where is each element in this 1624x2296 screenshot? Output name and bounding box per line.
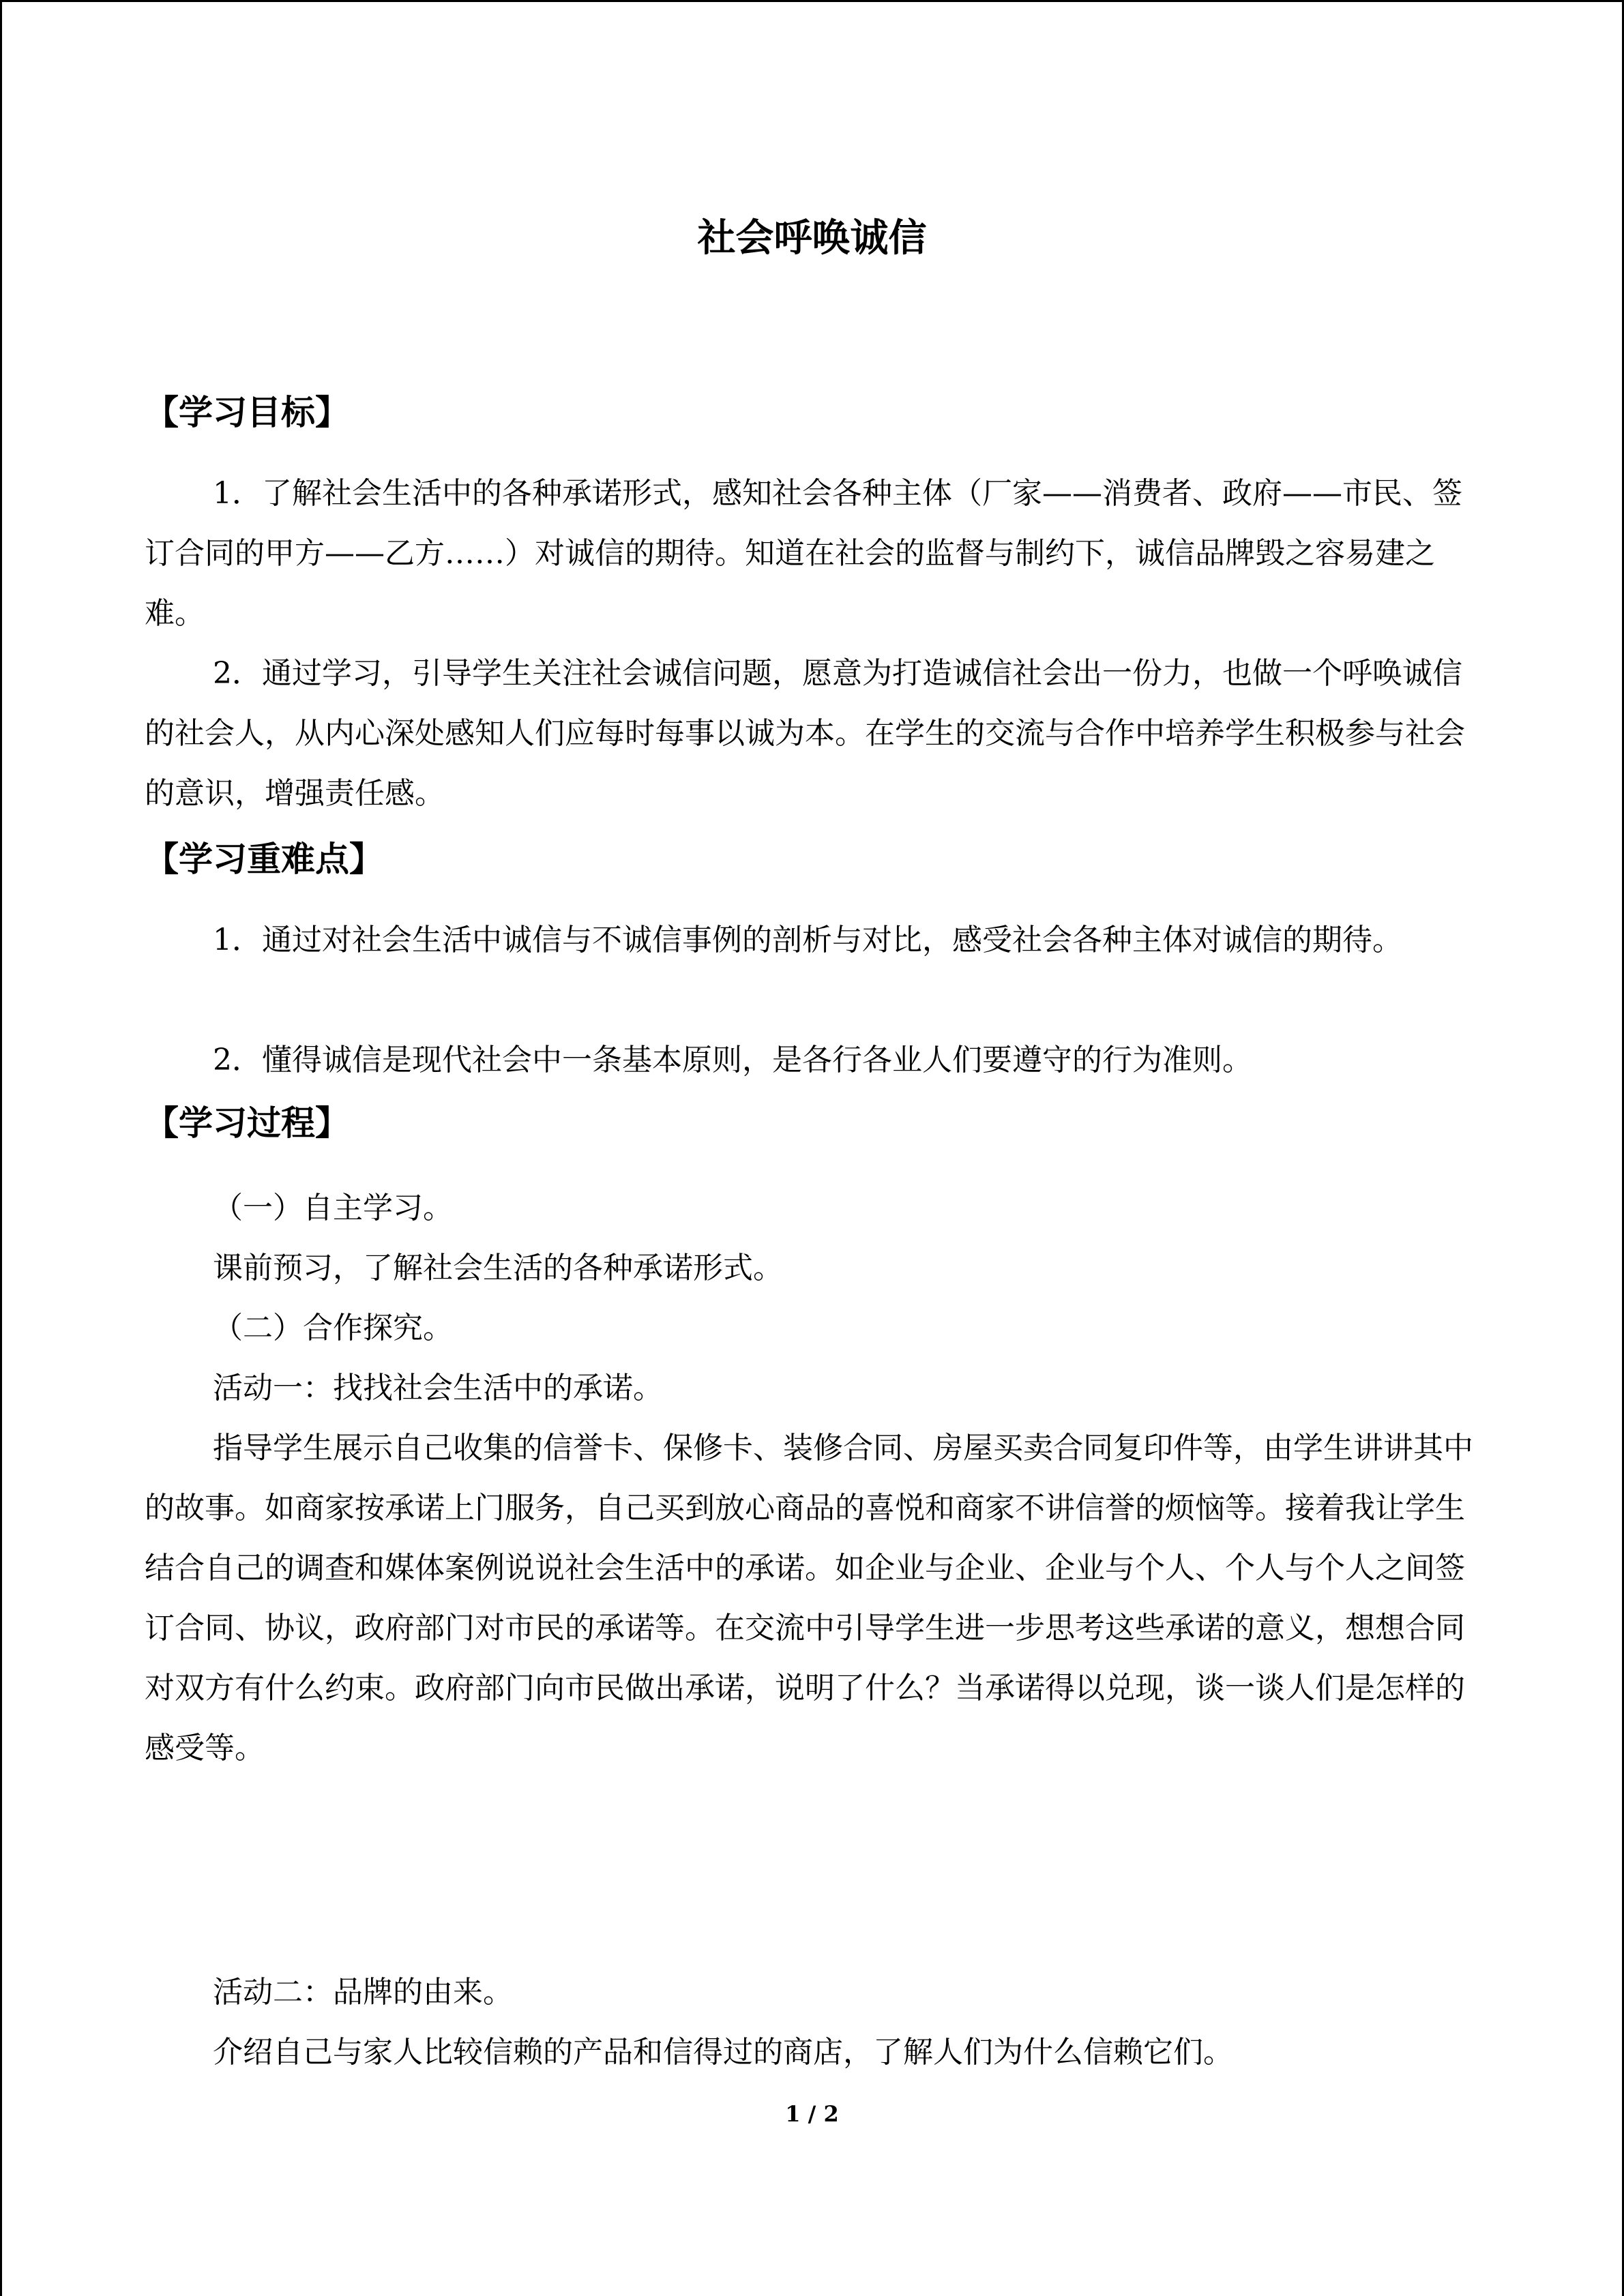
activity1-title: 活动一：找找社会生活中的承诺。 bbox=[213, 1371, 663, 1405]
activity2-body: 介绍自己与家人比较信赖的产品和信得过的商店，了解人们为什么信赖它们。 bbox=[213, 2035, 1233, 2070]
activity1-body: 指导学生展示自己收集的信誉卡、保修卡、装修合同、房屋买卖合同复印件等，由学生讲讲其中的故事。如商家按承诺上门服务，自己买到放心商品的喜悦和商家不讲信誉的烦恼等。接着我让学生结合自己的调查和媒体案例说说社会生活中的承诺。如企业与企业、企业与个人、个人与个人之间签订合同、协议，政府部门对市民的承诺等。在交流中引导学生进一步思考这些承诺的意义，想想合同对双方有什么约束。政府部门向市民做出承诺，说明了什么？当承诺得以兑现，谈一谈人们是怎样的感受等。 bbox=[145, 1431, 1473, 1765]
process-cooperation: （二）合作探究。 bbox=[213, 1311, 453, 1345]
page-number: 1 / 2 bbox=[785, 2101, 839, 2127]
key-point-item-2: 2．懂得诚信是现代社会中一条基本原则，是各行各业人们要遵守的行为准则。 bbox=[213, 1043, 1252, 1077]
heading-process: 【学习过程】 bbox=[145, 1103, 349, 1143]
key-point-item-1: 1．通过对社会生活中诚信与不诚信事例的剖析与对比，感受社会各种主体对诚信的期待。 bbox=[213, 923, 1402, 957]
objective-item-2: 2．通过学习，引导学生关注社会诚信问题，愿意为打造诚信社会出一份力，也做一个呼唤诚信的社会人，从内心深处感知人们应每时每事以诚为本。在学生的交流与合作中培养学生积极参与社会的意识，增强责任感。 bbox=[145, 656, 1465, 811]
page-border-top bbox=[0, 0, 1624, 2]
heading-objectives: 【学习目标】 bbox=[145, 393, 349, 432]
page-border-left bbox=[0, 0, 2, 2296]
objective-item-1: 1．了解社会生活中的各种承诺形式，感知社会各种主体（厂家——消费者、政府——市民、签订合同的甲方——乙方……）对诚信的期待。知道在社会的监督与制约下，诚信品牌毁之容易建之难。 bbox=[145, 476, 1462, 631]
process-self-study: （一）自主学习。 bbox=[213, 1191, 453, 1225]
process-preview: 课前预习，了解社会生活的各种承诺形式。 bbox=[213, 1251, 783, 1285]
heading-key-points: 【学习重难点】 bbox=[145, 839, 383, 879]
page-title: 社会呼唤诚信 bbox=[697, 216, 927, 260]
activity2-title: 活动二：品牌的由来。 bbox=[213, 1975, 513, 2010]
